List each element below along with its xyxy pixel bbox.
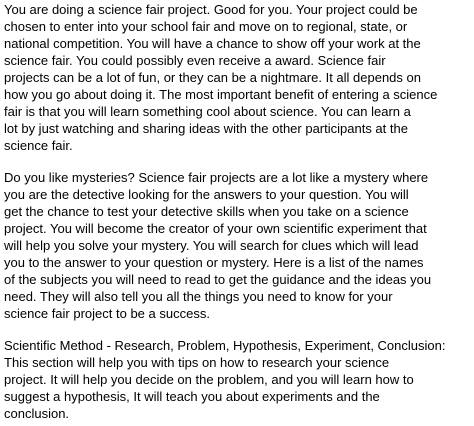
text-line: science fair project to be a success.: [4, 306, 210, 321]
text-line: lot by just watching and sharing ideas with the other participants at the: [4, 121, 408, 136]
paragraph-mysteries: [4, 169, 471, 322]
text-line: national competition. You will have a chance to show off your work at the: [4, 36, 421, 51]
text-line: projects can be a lot of fun, or they can be a nightmare. It all depends on: [4, 70, 421, 85]
text-line: chosen to enter into your school fair and move on to regional, state, or: [4, 19, 408, 34]
text-line: Do you like mysteries? Science fair projects are a lot like a mystery where: [4, 170, 429, 185]
text-line: get the chance to test your detective skills when you take on a science: [4, 204, 409, 219]
text-line: project. You will become the creator of your own scientific experiment that: [4, 221, 427, 236]
text-line: you to the answer to your question or mystery. Here is a list of the names: [4, 255, 424, 270]
text-line: of the subjects you will need to read to get the guidance and the ideas you: [4, 272, 432, 287]
text-line: suggest a hypothesis, It will teach you about experiments and the: [4, 389, 380, 404]
text-line: science fair.: [4, 138, 73, 153]
text-line: This section will help you with tips on how to research your science: [4, 355, 390, 370]
text-line: Scientific Method - Research, Problem, Hypothesis, Experiment, Conclusion:: [4, 338, 446, 353]
text-line: will help you solve your mystery. You will search for clues which will lead: [4, 238, 419, 253]
text-line: You are doing a science fair project. Good for you. Your project could be: [4, 2, 418, 17]
text-line: fair is that you will learn something cool about science. You can learn a: [4, 104, 411, 119]
text-line: how you go about doing it. The most important benefit of entering a science: [4, 87, 438, 102]
paragraph-intro: [4, 1, 471, 154]
paragraph-scientific-method: [4, 337, 471, 422]
text-line: you are the detective looking for the answers to your question. You will: [4, 187, 409, 202]
text-line: project. It will help you decide on the problem, and you will learn how to: [4, 372, 414, 387]
text-line: conclusion.: [4, 406, 70, 421]
text-line: science fair. You could possibly even receive a award. Science fair: [4, 53, 386, 68]
text-line: need. They will also tell you all the things you need to know for your: [4, 289, 393, 304]
